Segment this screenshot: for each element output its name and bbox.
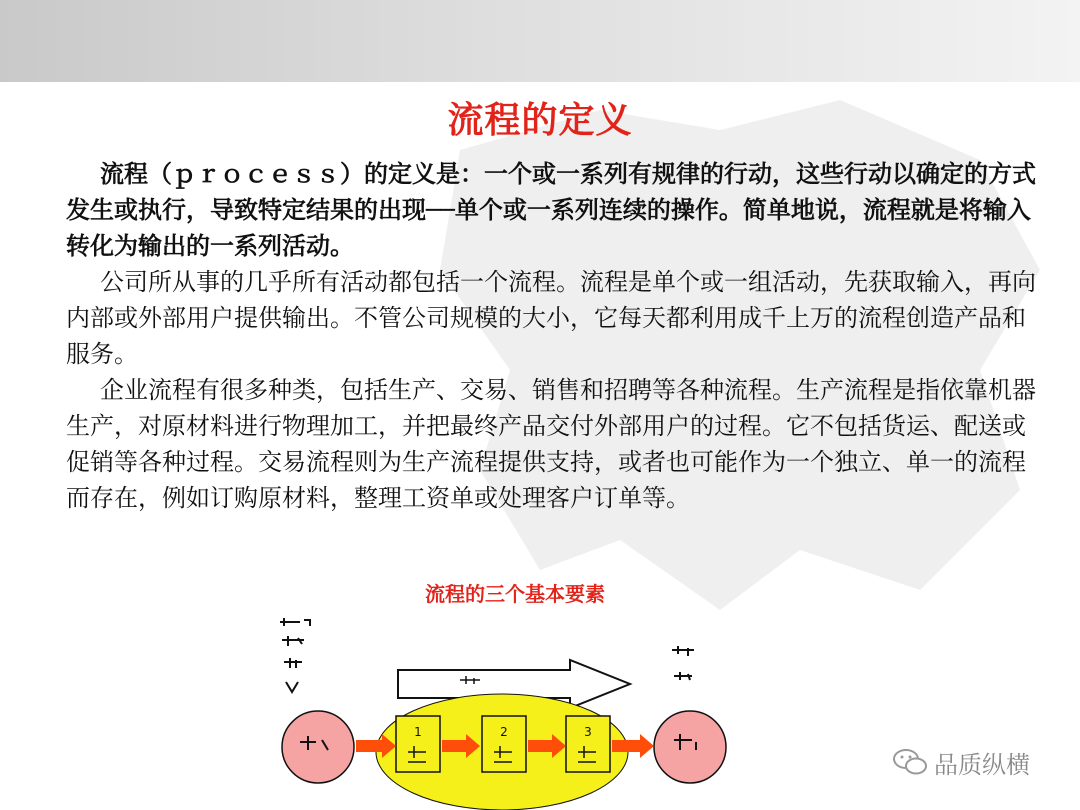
wechat-icon — [892, 747, 928, 777]
brand-name: 品质纵横 — [934, 750, 1030, 779]
process-types-paragraph: 企业流程有很多种类，包括生产、交易、销售和招聘等各种流程。生产流程是指依靠机器生产，对原材料进行物理加工，并把最终产品交付外部用户的过程。它不包括货运、配送或促销等各种过程。交易流程则为生产流程提供支持，或者也可能作为一个独立、单一的流程而存在，例如订购原材料，整理工资单或处理客户订单等。 — [66, 376, 1036, 512]
diagram-title: 流程的三个基本要素 — [425, 582, 605, 606]
brand-watermark — [892, 744, 1030, 780]
activities-paragraph: 公司所从事的几乎所有活动都包括一个流程。流程是单个或一组活动，先获取输入，再向内部或外部用户提供输出。不管公司规模的大小，它每天都利用成千上万的流程创造产品和服务。 — [66, 268, 1036, 368]
process-diagram — [270, 612, 740, 810]
slide-title: 流程的定义 — [447, 100, 633, 141]
output-circle — [654, 711, 726, 783]
output-labels-scribble — [672, 646, 694, 680]
step-number-1: 1 — [414, 725, 422, 739]
step-number-2: 2 — [500, 725, 508, 739]
body-text — [66, 156, 1038, 516]
input-circle — [282, 711, 354, 783]
input-labels-scribble — [280, 618, 310, 692]
definition-paragraph: 流程（ｐｒｏｃｅｓｓ）的定义是：一个或一系列有规律的行动，这些行动以确定的方式发生或执行，导致特定结果的出现──单个或一系列连续的操作。简单地说，流程就是将输入转化为输出的一系列活动。 — [66, 160, 1036, 260]
step-number-3: 3 — [584, 725, 592, 739]
